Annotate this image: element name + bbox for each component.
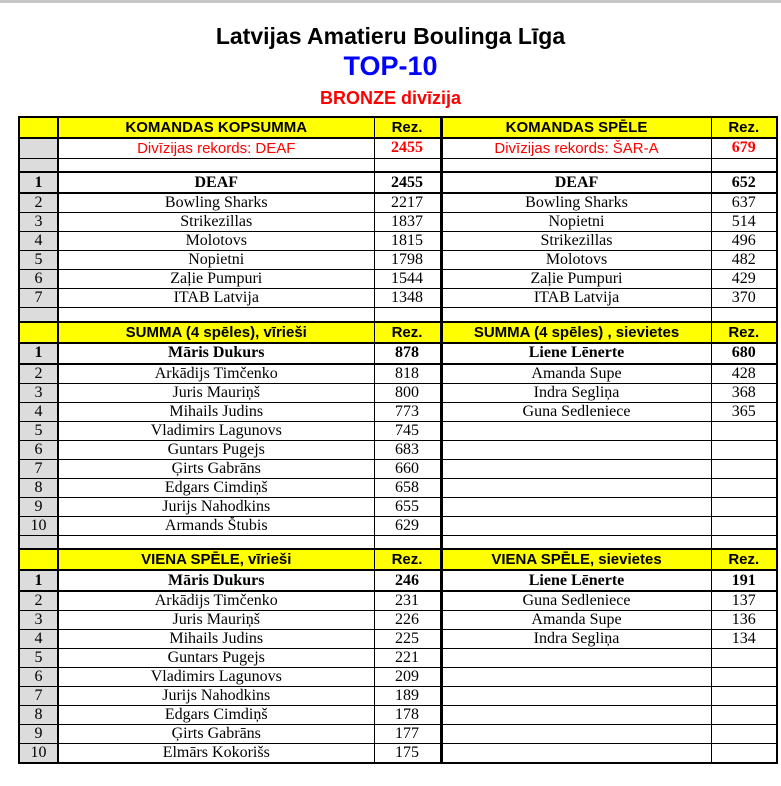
right-score-cell: [711, 308, 777, 322]
data-row: [19, 497, 777, 516]
rank-header-cell: [19, 117, 58, 138]
right-name-cell: Molotovs: [441, 251, 711, 270]
rez-header-left-cell: Rez.: [374, 117, 441, 138]
right-score-cell: 429: [711, 270, 777, 289]
data-row: [19, 213, 777, 232]
right-name-cell: [441, 725, 711, 744]
right-score-cell: 191: [711, 570, 777, 591]
left-score-cell: 209: [374, 668, 441, 687]
right-score-cell: [711, 421, 777, 440]
right-score-cell: 482: [711, 251, 777, 270]
right-name-cell: Indra Segliņa: [441, 383, 711, 402]
data-row: [19, 193, 777, 213]
record-label-left-cell: Divīzijas rekords: DEAF: [58, 138, 374, 158]
rank-cell: 7: [19, 289, 58, 308]
right-score-cell: 680: [711, 343, 777, 364]
right-score-cell: 368: [711, 383, 777, 402]
record-value-left-cell: 2455: [374, 138, 441, 158]
standings-table: [18, 116, 778, 764]
left-name-cell: Juris Mauriņš: [58, 383, 374, 402]
record-row: [19, 138, 777, 158]
page: [0, 22, 781, 764]
left-score-cell: [374, 308, 441, 322]
right-score-cell: [711, 516, 777, 535]
right-score-cell: 137: [711, 591, 777, 611]
right-score-cell: 652: [711, 172, 777, 193]
left-name-cell: Armands Štubis: [58, 516, 374, 535]
left-name-cell: Edgars Cimdiņš: [58, 706, 374, 725]
rank-cell: [19, 158, 58, 172]
right-name-cell: [441, 308, 711, 322]
page-subtitle: TOP-10: [343, 51, 438, 81]
left-score-cell: 175: [374, 744, 441, 764]
rank-cell: 8: [19, 706, 58, 725]
rank-cell: [19, 308, 58, 322]
right-name-cell: Guna Sedleniece: [441, 591, 711, 611]
rank-cell: 10: [19, 744, 58, 764]
right-score-cell: 370: [711, 289, 777, 308]
left-name-cell: Zaļie Pumpuri: [58, 270, 374, 289]
right-score-cell: 496: [711, 232, 777, 251]
right-score-cell: [711, 158, 777, 172]
rank-cell: 2: [19, 591, 58, 611]
rez-header-right-cell: Rez.: [711, 117, 777, 138]
right-score-cell: [711, 649, 777, 668]
rez-header-right-cell: Rez.: [711, 549, 777, 570]
rank-cell: 5: [19, 251, 58, 270]
left-name-cell: Jurijs Nahodkins: [58, 687, 374, 706]
data-row: [19, 725, 777, 744]
left-score-cell: 629: [374, 516, 441, 535]
left-score-cell: 2455: [374, 172, 441, 193]
right-score-cell: 136: [711, 611, 777, 630]
right-score-cell: 514: [711, 213, 777, 232]
right-score-cell: [711, 687, 777, 706]
section-header-row: [19, 117, 777, 138]
left-score-cell: 231: [374, 591, 441, 611]
data-row: [19, 172, 777, 193]
left-score-cell: 1837: [374, 213, 441, 232]
data-row: [19, 744, 777, 764]
rank-cell: 5: [19, 421, 58, 440]
right-score-cell: [711, 535, 777, 549]
record-label-right-cell: Divīzijas rekords: ŠAR-A: [441, 138, 711, 158]
right-score-cell: [711, 668, 777, 687]
data-row: [19, 668, 777, 687]
right-score-cell: [711, 706, 777, 725]
window-top-edge: [0, 0, 781, 3]
right-name-cell: Bowling Sharks: [441, 193, 711, 213]
right-score-cell: [711, 497, 777, 516]
left-name-cell: [58, 308, 374, 322]
rank-cell: 4: [19, 402, 58, 421]
separator-row: [19, 158, 777, 172]
left-score-cell: 246: [374, 570, 441, 591]
left-score-cell: 221: [374, 649, 441, 668]
right-score-cell: [711, 725, 777, 744]
right-name-cell: [441, 478, 711, 497]
left-score-cell: 683: [374, 440, 441, 459]
rank-cell: 1: [19, 570, 58, 591]
data-row: [19, 687, 777, 706]
left-score-cell: 225: [374, 630, 441, 649]
right-score-cell: [711, 459, 777, 478]
data-row: [19, 478, 777, 497]
rank-cell: 10: [19, 516, 58, 535]
left-name-cell: Elmārs Kokorišs: [58, 744, 374, 764]
left-name-cell: DEAF: [58, 172, 374, 193]
left-name-cell: Guntars Pugejs: [58, 440, 374, 459]
rank-cell: 9: [19, 725, 58, 744]
right-name-cell: [441, 535, 711, 549]
data-row: [19, 402, 777, 421]
rank-cell: 4: [19, 232, 58, 251]
left-score-cell: 226: [374, 611, 441, 630]
rank-cell: 4: [19, 630, 58, 649]
data-row: [19, 591, 777, 611]
separator-row: [19, 535, 777, 549]
data-row: [19, 570, 777, 591]
data-row: [19, 706, 777, 725]
rank-cell: 6: [19, 440, 58, 459]
left-score-cell: 660: [374, 459, 441, 478]
standings-body: [19, 117, 777, 763]
right-score-cell: 637: [711, 193, 777, 213]
rank-cell: 8: [19, 478, 58, 497]
rank-cell: 1: [19, 343, 58, 364]
data-row: [19, 251, 777, 270]
data-row: [19, 232, 777, 251]
right-name-cell: [441, 440, 711, 459]
left-name-cell: Mihails Judins: [58, 630, 374, 649]
right-name-cell: Amanda Supe: [441, 611, 711, 630]
right-name-cell: [441, 744, 711, 764]
rez-header-left-cell: Rez.: [374, 322, 441, 343]
left-score-cell: 745: [374, 421, 441, 440]
right-name-cell: Guna Sedleniece: [441, 402, 711, 421]
data-row: [19, 611, 777, 630]
page-title: Latvijas Amatieru Boulinga Līga: [215, 23, 566, 49]
section-header-row: [19, 549, 777, 570]
section-title-left-cell: KOMANDAS KOPSUMMA: [58, 117, 374, 138]
right-name-cell: [441, 421, 711, 440]
right-name-cell: DEAF: [441, 172, 711, 193]
rank-cell: 3: [19, 383, 58, 402]
left-name-cell: Vladimirs Lagunovs: [58, 421, 374, 440]
left-name-cell: Nopietni: [58, 251, 374, 270]
right-name-cell: [441, 459, 711, 478]
rank-cell: 6: [19, 668, 58, 687]
right-name-cell: [441, 687, 711, 706]
left-name-cell: [58, 535, 374, 549]
right-name-cell: Liene Lēnerte: [441, 570, 711, 591]
section-title-right-cell: SUMMA (4 spēles) , sievietes: [441, 322, 711, 343]
left-score-cell: 800: [374, 383, 441, 402]
right-score-cell: 428: [711, 364, 777, 384]
left-name-cell: Juris Mauriņš: [58, 611, 374, 630]
left-name-cell: Bowling Sharks: [58, 193, 374, 213]
rank-cell: 2: [19, 193, 58, 213]
left-score-cell: 818: [374, 364, 441, 384]
left-name-cell: Mihails Judins: [58, 402, 374, 421]
rank-cell: [19, 138, 58, 158]
data-row: [19, 516, 777, 535]
left-score-cell: 878: [374, 343, 441, 364]
rez-header-right-cell: Rez.: [711, 322, 777, 343]
data-row: [19, 270, 777, 289]
left-name-cell: Edgars Cimdiņš: [58, 478, 374, 497]
right-name-cell: ITAB Latvija: [441, 289, 711, 308]
left-name-cell: ITAB Latvija: [58, 289, 374, 308]
data-row: [19, 630, 777, 649]
left-name-cell: Strikezillas: [58, 213, 374, 232]
right-name-cell: Liene Lēnerte: [441, 343, 711, 364]
division-title: BRONZE divīzija: [319, 88, 462, 108]
rank-header-cell: [19, 322, 58, 343]
right-name-cell: [441, 497, 711, 516]
left-score-cell: 189: [374, 687, 441, 706]
right-score-cell: [711, 744, 777, 764]
data-row: [19, 421, 777, 440]
data-row: [19, 440, 777, 459]
right-name-cell: [441, 158, 711, 172]
rank-cell: 7: [19, 687, 58, 706]
left-score-cell: 1544: [374, 270, 441, 289]
separator-row: [19, 308, 777, 322]
left-score-cell: 1798: [374, 251, 441, 270]
rank-cell: 3: [19, 611, 58, 630]
left-name-cell: Molotovs: [58, 232, 374, 251]
section-title-right-cell: VIENA SPĒLE, sievietes: [441, 549, 711, 570]
left-score-cell: 1815: [374, 232, 441, 251]
left-score-cell: 773: [374, 402, 441, 421]
left-score-cell: 2217: [374, 193, 441, 213]
left-name-cell: [58, 158, 374, 172]
left-name-cell: Māris Dukurs: [58, 343, 374, 364]
left-score-cell: [374, 158, 441, 172]
right-name-cell: [441, 649, 711, 668]
left-score-cell: 177: [374, 725, 441, 744]
rank-cell: 6: [19, 270, 58, 289]
left-name-cell: Arkādijs Timčenko: [58, 364, 374, 384]
left-score-cell: 655: [374, 497, 441, 516]
section-title-left-cell: SUMMA (4 spēles), vīrieši: [58, 322, 374, 343]
rank-cell: 3: [19, 213, 58, 232]
right-score-cell: 134: [711, 630, 777, 649]
left-score-cell: 658: [374, 478, 441, 497]
right-name-cell: Nopietni: [441, 213, 711, 232]
right-score-cell: [711, 478, 777, 497]
left-score-cell: 178: [374, 706, 441, 725]
right-name-cell: [441, 668, 711, 687]
right-name-cell: Amanda Supe: [441, 364, 711, 384]
data-row: [19, 364, 777, 384]
rank-cell: 9: [19, 497, 58, 516]
left-name-cell: Vladimirs Lagunovs: [58, 668, 374, 687]
right-name-cell: Indra Segliņa: [441, 630, 711, 649]
left-score-cell: 1348: [374, 289, 441, 308]
right-name-cell: Strikezillas: [441, 232, 711, 251]
left-name-cell: Guntars Pugejs: [58, 649, 374, 668]
right-name-cell: [441, 706, 711, 725]
section-header-row: [19, 322, 777, 343]
rank-cell: [19, 535, 58, 549]
data-row: [19, 459, 777, 478]
rank-cell: 5: [19, 649, 58, 668]
section-title-right-cell: KOMANDAS SPĒLE: [441, 117, 711, 138]
left-score-cell: [374, 535, 441, 549]
right-score-cell: [711, 440, 777, 459]
left-name-cell: Ģirts Gabrāns: [58, 725, 374, 744]
right-score-cell: 365: [711, 402, 777, 421]
left-name-cell: Jurijs Nahodkins: [58, 497, 374, 516]
left-name-cell: Ģirts Gabrāns: [58, 459, 374, 478]
section-title-left-cell: VIENA SPĒLE, vīrieši: [58, 549, 374, 570]
left-name-cell: Arkādijs Timčenko: [58, 591, 374, 611]
data-row: [19, 289, 777, 308]
left-name-cell: Māris Dukurs: [58, 570, 374, 591]
rank-cell: 1: [19, 172, 58, 193]
rank-header-cell: [19, 549, 58, 570]
data-row: [19, 383, 777, 402]
right-name-cell: Zaļie Pumpuri: [441, 270, 711, 289]
rez-header-left-cell: Rez.: [374, 549, 441, 570]
rank-cell: 2: [19, 364, 58, 384]
record-value-right-cell: 679: [711, 138, 777, 158]
data-row: [19, 649, 777, 668]
rank-cell: 7: [19, 459, 58, 478]
right-name-cell: [441, 516, 711, 535]
data-row: [19, 343, 777, 364]
